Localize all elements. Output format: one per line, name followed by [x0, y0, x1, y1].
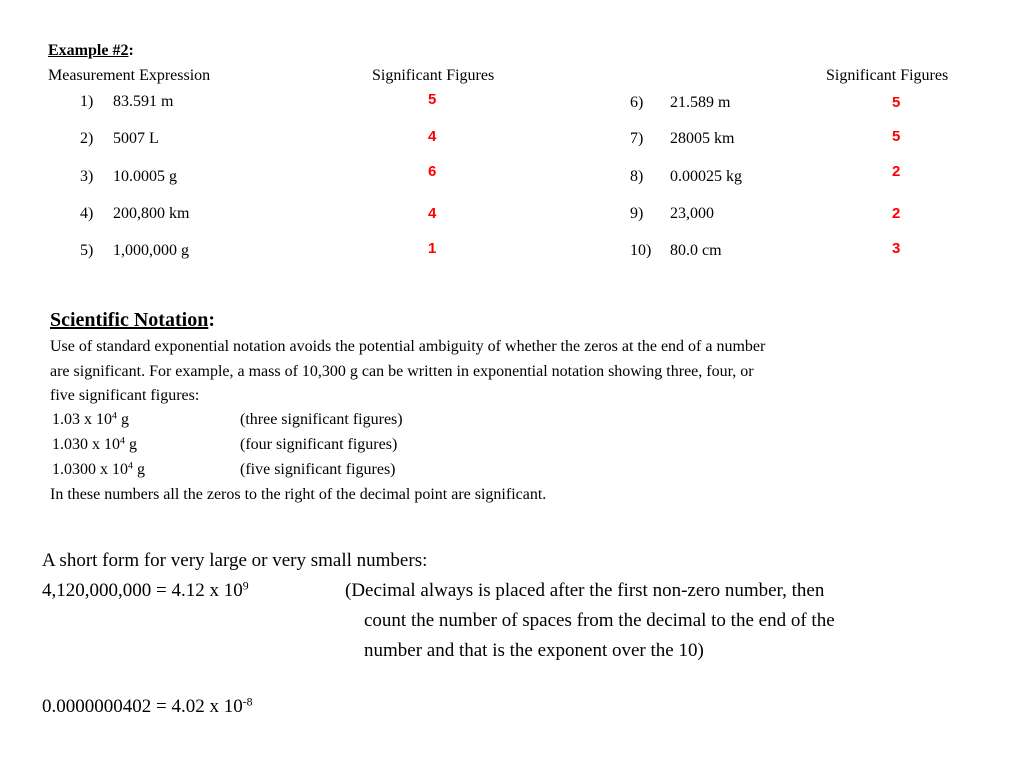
list-item-expression: 5007 L — [113, 130, 159, 147]
notation-note: (four significant figures) — [240, 436, 398, 453]
sig-fig-answer: 2 — [892, 163, 901, 180]
list-item-number: 7) — [630, 130, 644, 147]
explanation-line: count the number of spaces from the decimal to the end of the — [364, 610, 835, 631]
sig-fig-answer: 3 — [892, 240, 901, 257]
sig-fig-answer: 1 — [428, 240, 437, 257]
example-heading-row — [48, 42, 134, 60]
notation-exponent: 4 — [112, 410, 117, 422]
sig-fig-answer: 4 — [428, 205, 437, 222]
short-form-intro: A short form for very large or very small numbers: — [42, 550, 428, 571]
small-number-exponent: -8 — [242, 695, 253, 709]
sig-fig-answer: 5 — [892, 128, 901, 145]
sig-fig-answer: 5 — [428, 91, 437, 108]
list-item-expression: 200,800 km — [113, 205, 190, 222]
list-item-expression: 10.0005 g — [113, 168, 177, 185]
list-item-expression: 83.591 m — [113, 93, 174, 110]
list-item-expression: 1,000,000 g — [113, 242, 189, 259]
paragraph-line: five significant figures: — [50, 387, 200, 404]
list-item-number: 8) — [630, 168, 644, 185]
list-item-number: 3) — [80, 168, 94, 185]
paragraph-line: are significant. For example, a mass of 10,300 g can be written in exponential notation showing three, four, or — [50, 363, 754, 380]
example-heading-colon: : — [128, 42, 134, 59]
list-item-expression: 80.0 cm — [670, 242, 722, 259]
notation-unit: g — [132, 461, 145, 478]
explanation-line: number and that is the exponent over the 10) — [364, 640, 704, 661]
scientific-notation-heading: Scientific Notation — [50, 309, 209, 331]
paragraph-line: Use of standard exponential notation avoids the potential ambiguity of whether the zeros at the end of a number — [50, 338, 766, 355]
sig-fig-answer: 5 — [892, 94, 901, 111]
sig-fig-answer: 6 — [428, 163, 437, 180]
large-number-exponent: 9 — [242, 579, 249, 593]
sig-figs-header-right: Significant Figures — [826, 67, 949, 84]
large-number-equation — [42, 580, 249, 602]
notation-example — [52, 411, 129, 429]
sig-fig-answer: 2 — [892, 205, 901, 222]
notation-mantissa: 1.030 x 10 — [52, 436, 120, 453]
list-item-number: 9) — [630, 205, 644, 222]
list-item-expression: 23,000 — [670, 205, 714, 222]
closing-statement: In these numbers all the zeros to the right of the decimal point are significant. — [50, 486, 547, 503]
notation-mantissa: 1.0300 x 10 — [52, 461, 128, 478]
list-item-number: 10) — [630, 242, 652, 259]
measurement-expression-header: Measurement Expression — [48, 67, 211, 84]
example-heading: Example #2 — [48, 42, 129, 59]
list-item-number: 4) — [80, 205, 94, 222]
list-item-expression: 28005 km — [670, 130, 735, 147]
large-number-base: 4,120,000,000 = 4.12 x 10 — [42, 580, 243, 601]
explanation-line: (Decimal always is placed after the first non-zero number, then — [345, 580, 825, 601]
notation-example — [52, 461, 145, 479]
notation-unit: g — [124, 436, 137, 453]
notation-exponent: 4 — [120, 435, 125, 447]
scientific-notation-heading-colon: : — [208, 309, 215, 331]
list-item-number: 1) — [80, 93, 94, 110]
notation-note: (five significant figures) — [240, 461, 396, 478]
small-number-base: 0.0000000402 = 4.02 x 10 — [42, 696, 243, 717]
notation-note: (three significant figures) — [240, 411, 403, 428]
list-item-expression: 21.589 m — [670, 94, 731, 111]
list-item-number: 5) — [80, 242, 94, 259]
sig-fig-answer: 4 — [428, 128, 437, 145]
small-number-equation — [42, 696, 253, 718]
list-item-expression: 0.00025 kg — [670, 168, 742, 185]
notation-exponent: 4 — [128, 460, 133, 472]
scientific-notation-heading-row — [50, 309, 215, 331]
notation-example — [52, 436, 137, 454]
notation-mantissa: 1.03 x 10 — [52, 411, 112, 428]
sig-figs-header-left: Significant Figures — [372, 67, 495, 84]
notation-unit: g — [116, 411, 129, 428]
list-item-number: 2) — [80, 130, 94, 147]
list-item-number: 6) — [630, 94, 644, 111]
